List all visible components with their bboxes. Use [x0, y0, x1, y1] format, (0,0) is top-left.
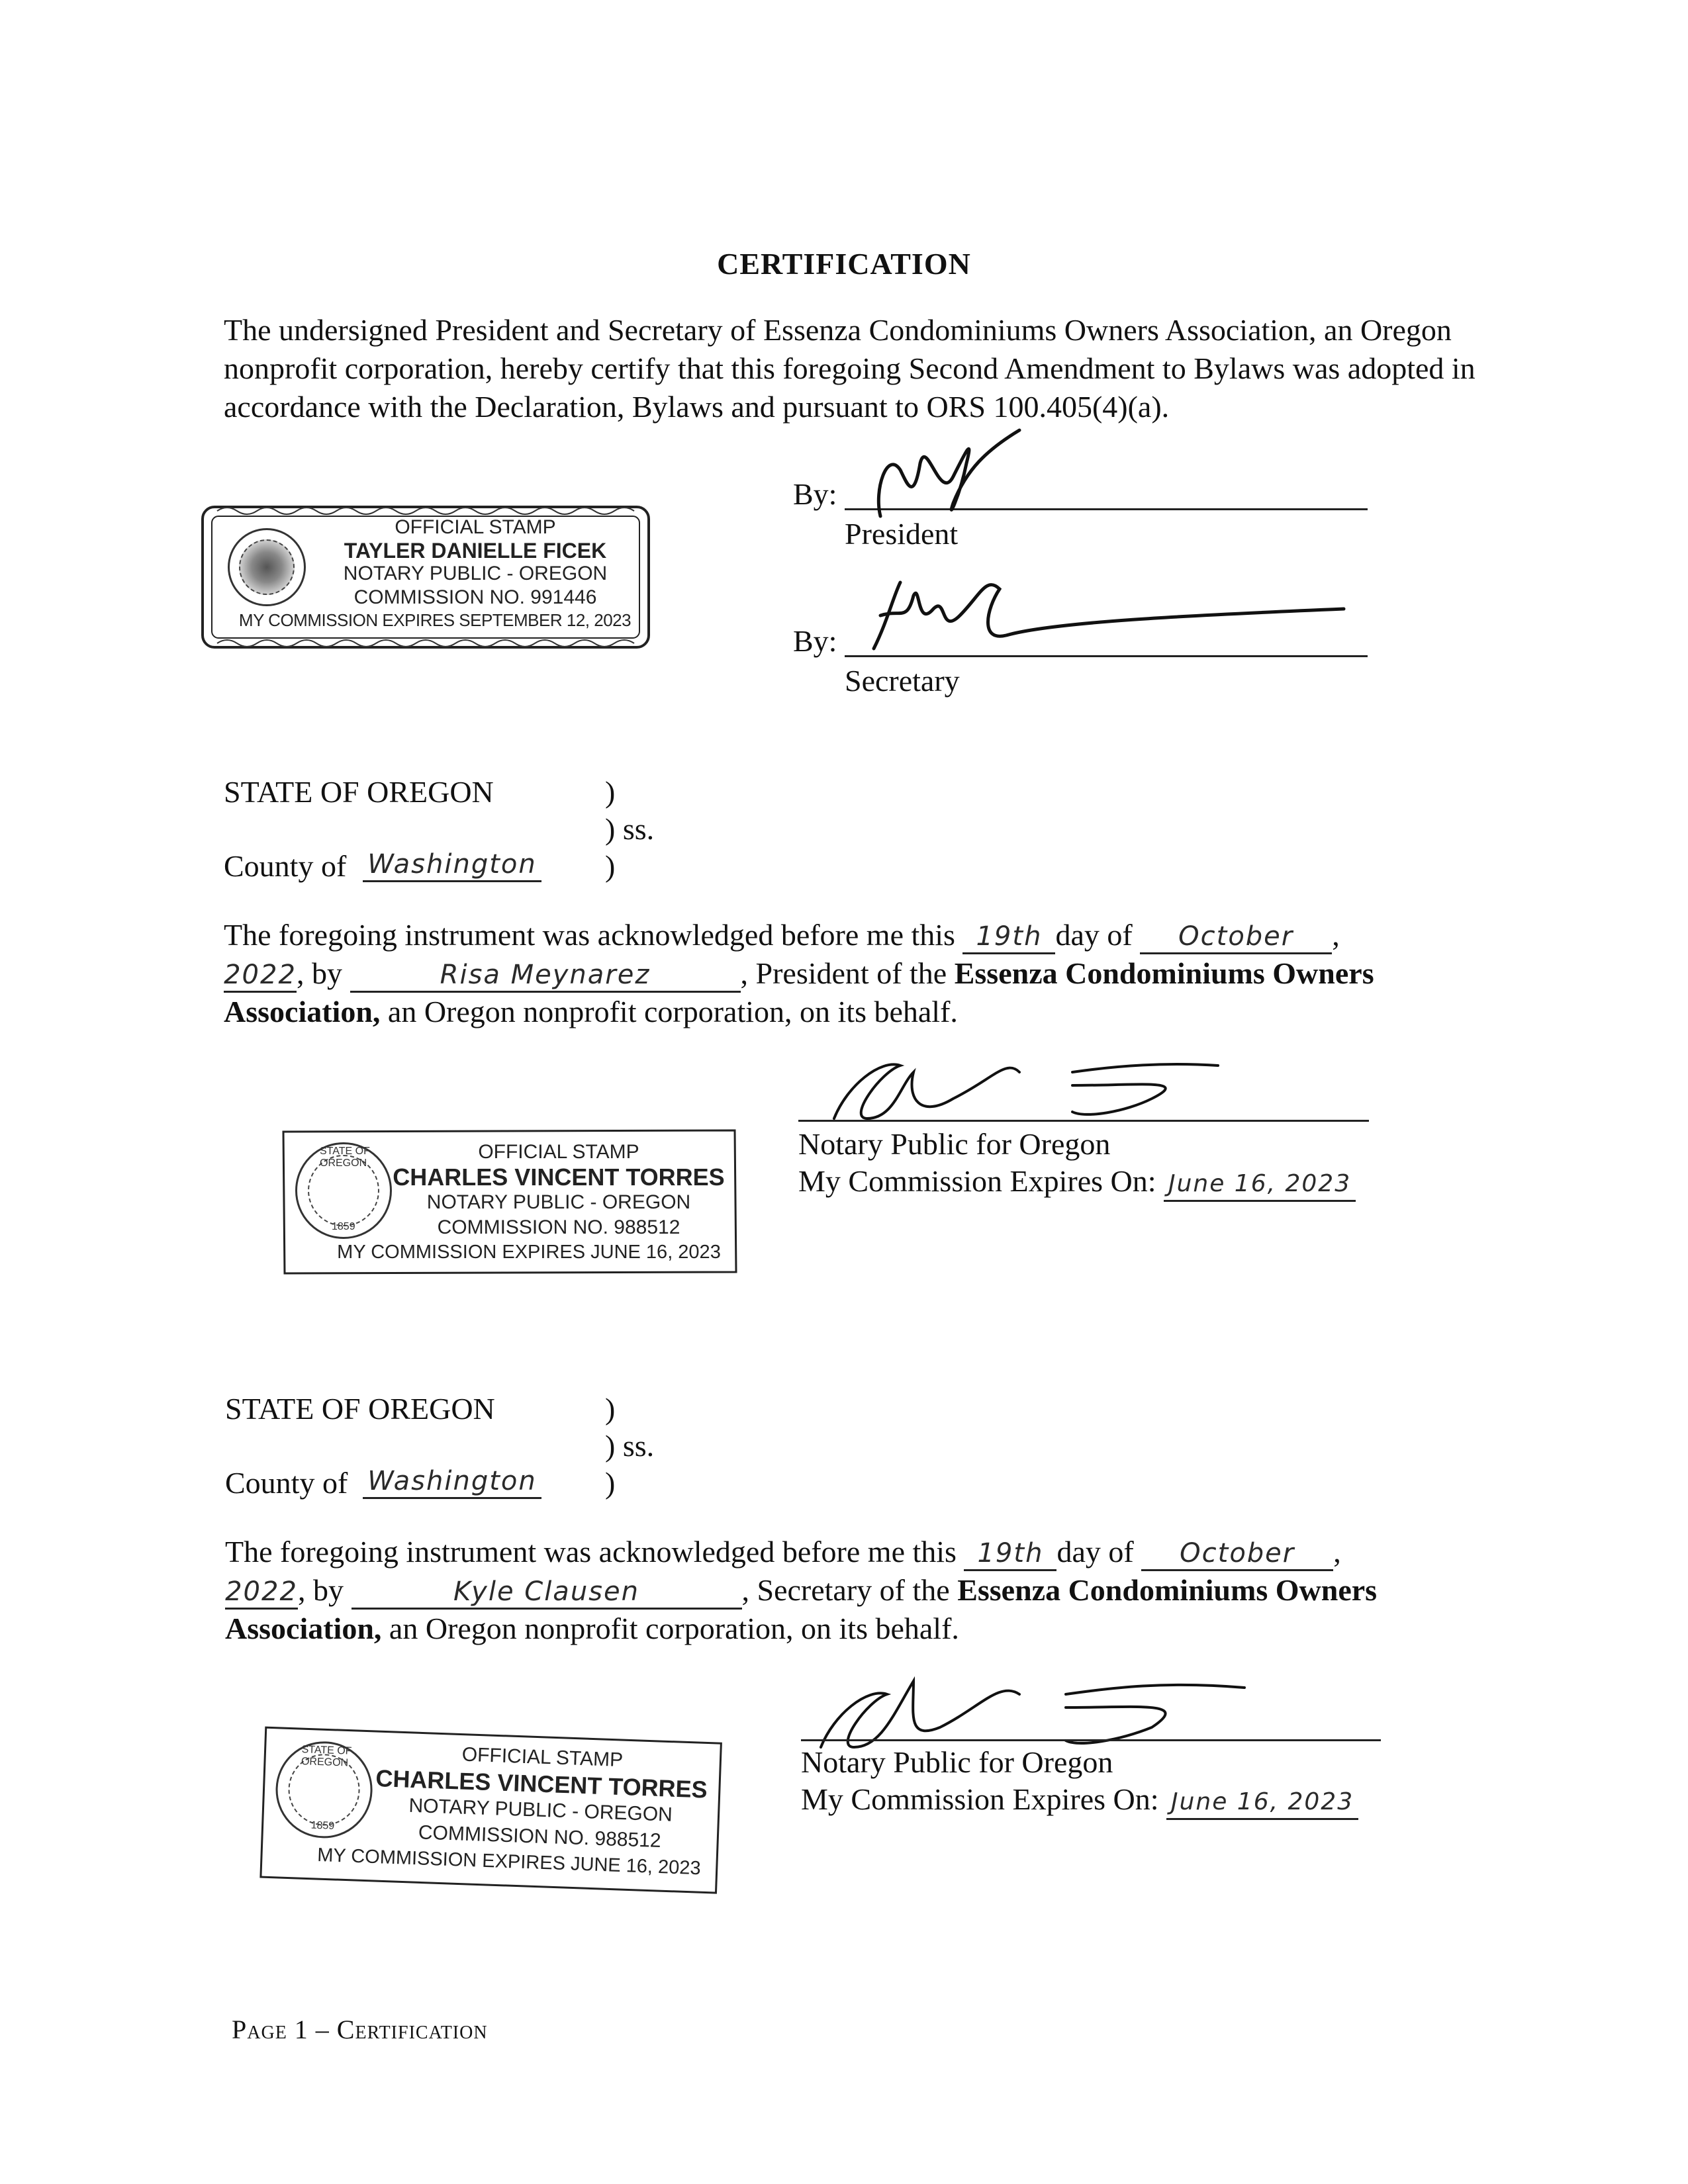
ack1-day-of: day of [1055, 918, 1133, 952]
ack2-county-value: Washington [363, 1465, 541, 1499]
certification-paragraph: The undersigned President and Secretary of Essenza Condominiums Owners Association, an Oregon nonprofit corporation, hereby certify that this foregoing Second Amendment to Bylaws was adopted in accordance with the Declaration, Bylaws and pursuant to ORS 100.405(4)(a). [224, 313, 1476, 424]
ack1-paren-bottom: ) [605, 849, 616, 883]
ack1-association-cont: Association, [224, 995, 381, 1028]
ack1-line3 [224, 993, 958, 1031]
ack2-day: 19th [964, 1537, 1056, 1571]
footer-page-number: Page 1 [232, 2015, 308, 2044]
ack1-paren-top: ) [605, 775, 616, 809]
stamp-notary-name: TAYLER DANIELLE FICEK [344, 539, 607, 563]
ack1-person: Risa Meynarez [350, 959, 741, 993]
stamp-notary-title: NOTARY PUBLIC - OREGON [426, 1191, 691, 1213]
ack1-by: , by [297, 956, 342, 990]
seal-year: 1859 [332, 1221, 355, 1232]
ack1-closing: an Oregon nonprofit corporation, on its behalf. [387, 995, 958, 1028]
ack2-ss: ) ss. [605, 1429, 655, 1463]
ack2-role: , Secretary of the [741, 1573, 950, 1607]
notary-stamp-torres-1 [281, 1128, 737, 1276]
notary2-expires-value: June 16, 2023 [1166, 1786, 1358, 1820]
ack1-state: STATE OF OREGON [224, 775, 494, 809]
ack2-line2 [225, 1571, 1377, 1610]
ack1-role: , President of the [740, 956, 947, 990]
ack1-month: October [1140, 921, 1332, 954]
document-title: CERTIFICATION [717, 247, 971, 281]
stamp-heading: OFFICIAL STAMP [395, 516, 556, 538]
ack2-state: STATE OF OREGON [225, 1392, 495, 1426]
ack2-county-label: County of [225, 1466, 348, 1500]
notary2-expires-label: My Commission Expires On: [801, 1782, 1159, 1816]
notary1-expiration-row [798, 1162, 1356, 1202]
ack1-intro-text: The foregoing instrument was acknowledged before me this [224, 918, 955, 952]
notary-stamp-ficek [197, 502, 654, 653]
stamp-commission-number: COMMISSION NO. 988512 [418, 1821, 662, 1852]
page-footer [232, 2011, 488, 2049]
stamp-notary-title: NOTARY PUBLIC - OREGON [408, 1794, 673, 1826]
notary2-expiration-row [801, 1780, 1358, 1820]
ack2-closing: an Oregon nonprofit corporation, on its behalf. [389, 1612, 959, 1645]
notary1-signature-line [798, 1120, 1369, 1122]
notary-stamp-torres-2 [257, 1723, 726, 1898]
ack1-year: 2022 [224, 959, 297, 993]
ack1-line1: The foregoing instrument was acknowledged before me this 19th day of October , [224, 916, 1340, 954]
ack2-paren-bottom: ) [605, 1466, 616, 1500]
stamp-notary-name: CHARLES VINCENT TORRES [393, 1163, 725, 1191]
notary1-signature-image [821, 1046, 1231, 1132]
ack2-intro-text: The foregoing instrument was acknowledged before me this [225, 1535, 957, 1569]
secretary-signature-image [854, 569, 1357, 668]
seal-text: STATE OF OREGON [301, 1744, 352, 1769]
stamp-notary-name: CHARLES VINCENT TORRES [375, 1764, 708, 1803]
ack2-line3 [225, 1610, 959, 1648]
notary1-expires-value: June 16, 2023 [1164, 1168, 1356, 1202]
ack1-line2 [224, 954, 1374, 993]
ack1-day: 19th [962, 921, 1055, 954]
secretary-by-label: By: [793, 624, 837, 658]
footer-label: Certification [336, 2015, 488, 2044]
ack1-ss: ) ss. [605, 812, 655, 846]
notary1-label: Notary Public for Oregon [798, 1127, 1111, 1161]
stamp-notary-title: NOTARY PUBLIC - OREGON [343, 563, 608, 584]
notary1-expires-label: My Commission Expires On: [798, 1164, 1156, 1198]
ack1-county-label: County of [224, 849, 347, 883]
ack2-line1: The foregoing instrument was acknowledged before me this 19th day of October , [225, 1533, 1341, 1571]
stamp-heading: OFFICIAL STAMP [461, 1743, 624, 1772]
seal-text: STATE OF OREGON [320, 1146, 370, 1169]
stamp-expiration: MY COMMISSION EXPIRES JUNE 16, 2023 [337, 1242, 721, 1263]
ack2-paren-top: ) [605, 1392, 616, 1426]
ack2-association-cont: Association, [225, 1612, 382, 1645]
ack2-by: , by [298, 1573, 344, 1607]
ack2-day-of: day of [1056, 1535, 1134, 1569]
ack1-association: Essenza Condominiums Owners [954, 956, 1374, 990]
secretary-title: Secretary [845, 664, 960, 698]
notary2-signature-line [801, 1739, 1381, 1741]
president-by-label: By: [793, 477, 837, 511]
ack2-month: October [1141, 1537, 1333, 1571]
ack2-person: Kyle Clausen [352, 1576, 742, 1610]
ack2-association: Essenza Condominiums Owners [957, 1573, 1378, 1607]
ack2-year: 2022 [225, 1576, 298, 1610]
stamp-expiration: MY COMMISSION EXPIRES JUNE 16, 2023 [316, 1844, 702, 1880]
stamp-expiration: MY COMMISSION EXPIRES SEPTEMBER 12, 2023 [238, 610, 632, 630]
oregon-seal-icon [295, 1142, 392, 1239]
footer-dash: – [308, 2015, 337, 2044]
stamp-commission-number: COMMISSION NO. 988512 [437, 1216, 680, 1238]
stamp-commission-number: COMMISSION NO. 991446 [353, 586, 597, 608]
notary2-label: Notary Public for Oregon [801, 1745, 1113, 1779]
stamp-heading: OFFICIAL STAMP [478, 1141, 639, 1163]
seal-year: 1859 [310, 1819, 335, 1832]
oregon-seal-icon [228, 528, 306, 606]
president-title: President [845, 517, 959, 551]
ack1-county-value: Washington [363, 848, 541, 882]
